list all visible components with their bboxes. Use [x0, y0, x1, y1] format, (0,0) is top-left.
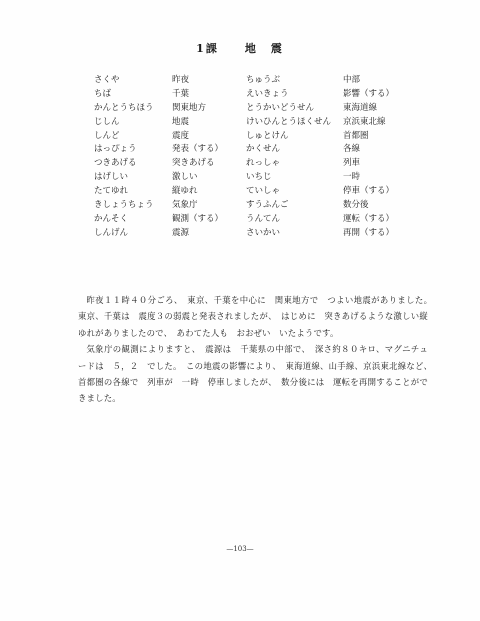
vocab-word: 各線: [343, 144, 361, 155]
vocab-reading: とうかいどうせん: [246, 102, 315, 113]
vocab-word: 激しい: [172, 172, 198, 183]
vocab-word: 観測（する）: [172, 213, 224, 224]
vocab-reading: たてゆれ: [94, 186, 129, 197]
vocab-word: 気象庁: [172, 200, 198, 211]
vocab-reading: れっしゃ: [246, 158, 281, 169]
vocab-word: 突きあげる: [172, 158, 215, 169]
vocab-reading: はっぴょう: [94, 144, 137, 155]
vocab-row: [94, 199, 434, 213]
vocab-word: 影響（する）: [343, 88, 395, 99]
vocab-row: [94, 88, 434, 102]
vocab-word: 数分後: [343, 200, 369, 211]
reading-passage: [78, 292, 437, 407]
vocab-row: [94, 171, 434, 185]
vocab-row: [94, 227, 434, 241]
vocab-word: 京浜東北線: [343, 116, 386, 127]
vocab-row: [94, 102, 434, 116]
vocab-reading: すうふんご: [246, 200, 289, 211]
vocab-reading: さくや: [94, 75, 120, 85]
lesson-title: 1課 地 震: [196, 42, 284, 55]
vocab-word: 東海道線: [343, 102, 378, 113]
vocab-word: 震度: [172, 130, 190, 141]
vocab-word: 地震: [172, 116, 190, 127]
vocab-row: [94, 74, 434, 88]
page-number: —103—: [226, 545, 254, 553]
vocab-reading: うんてん: [246, 213, 281, 224]
vocab-row: [94, 116, 434, 130]
vocab-word: 昨夜: [172, 75, 190, 85]
vocab-reading: いちじ: [246, 172, 272, 183]
vocab-reading: しんげん: [94, 227, 129, 238]
vocab-word: 列車: [343, 158, 361, 169]
vocab-reading: えいきょう: [246, 88, 289, 99]
vocab-word: 縦ゆれ: [172, 186, 198, 197]
vocab-reading: つきあげる: [94, 158, 137, 169]
vocab-word: 再開（する）: [343, 227, 395, 238]
vocabulary-list: [94, 74, 434, 241]
vocab-row: [94, 143, 434, 157]
vocab-word: 一時: [343, 172, 361, 183]
vocab-row: [94, 213, 434, 227]
vocab-reading: けいひんとうほくせん: [246, 116, 332, 127]
vocab-reading: さいかい: [246, 227, 281, 238]
vocab-word: 千葉: [172, 88, 190, 99]
vocab-word: 発表（する）: [172, 144, 224, 155]
vocab-word: 停車（する）: [343, 186, 395, 197]
vocab-reading: はげしい: [94, 172, 129, 183]
vocab-reading: ちば: [94, 88, 112, 99]
vocab-reading: かんそく: [94, 213, 129, 224]
passage-paragraph-1: 昨夜１１時４０分ごろ、 東京、千葉を中心に 関東地方で つよい地震がありました。 東京、千葉は 震度３の弱震と発表されましたが、 はじめに 突きあげるような激しい縦ゆれがありましたので、 あわてた人も おおぜい いたようです。: [78, 295, 437, 338]
vocab-reading: かんとうちほう: [94, 102, 154, 113]
vocab-row: [94, 130, 434, 144]
vocab-row: [94, 157, 434, 171]
vocab-reading: ちゅうぶ: [246, 75, 281, 85]
vocab-reading: ていしゃ: [246, 186, 281, 197]
passage-paragraph-2: 気象庁の観測によりますと、 震源は 千葉県の中部で、 深さ約８０キロ、マグニチュードは ５，２ でした。 この地震の影響により、 東海道線、山手線、京浜東北線など、 首都圏の各線で 列車が 一時 停車しましたが、 数分後には 運転を再開することができました。: [78, 344, 437, 404]
vocab-word: 関東地方: [172, 102, 207, 113]
vocab-reading: しんど: [94, 130, 120, 141]
vocab-word: 中部: [343, 75, 361, 85]
vocab-word: 震源: [172, 227, 190, 238]
vocab-reading: じしん: [94, 116, 120, 127]
vocab-row: [94, 185, 434, 199]
vocab-word: 運転（する）: [343, 213, 395, 224]
vocab-word: 首都圏: [343, 130, 369, 141]
vocab-reading: しゅとけん: [246, 130, 289, 141]
vocab-reading: かくせん: [246, 144, 281, 155]
vocab-reading: きしょうちょう: [94, 200, 154, 211]
